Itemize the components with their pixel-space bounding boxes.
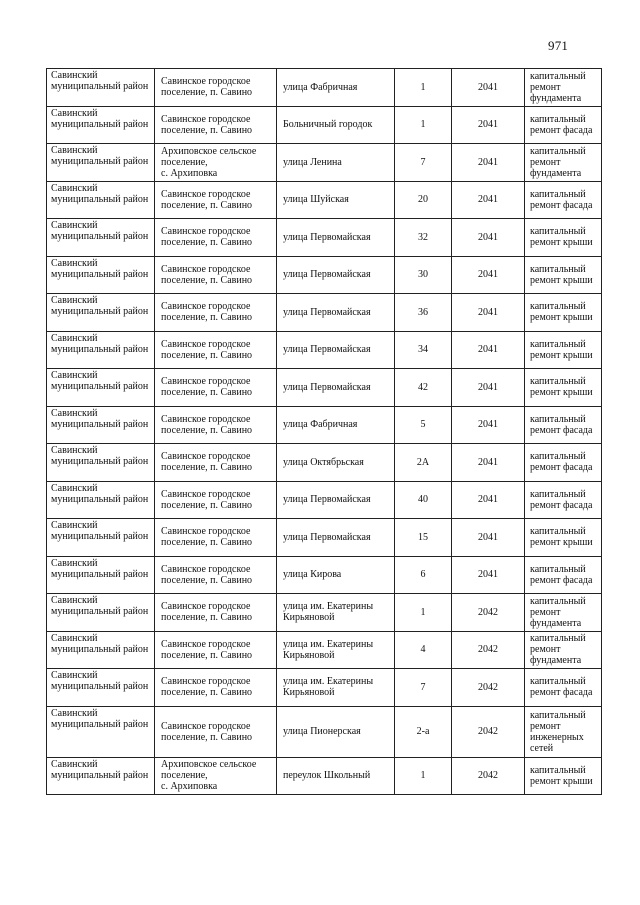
work-type-cell: капитальный ремонт крыши	[525, 369, 602, 407]
district-cell: Савинский муниципальный район	[47, 331, 155, 369]
work-type-cell: капитальный ремонт фасада	[525, 181, 602, 219]
table-row	[47, 144, 602, 182]
work-type-cell: капитальный ремонт фасада	[525, 444, 602, 482]
work-type-cell: капитальный ремонт фасада	[525, 406, 602, 444]
table-row	[47, 181, 602, 219]
street-cell: улица Первомайская	[277, 331, 395, 369]
table-row	[47, 519, 602, 557]
district-cell: Савинский муниципальный район	[47, 181, 155, 219]
year-cell: 2041	[452, 369, 525, 407]
table-row	[47, 594, 602, 632]
table-row	[47, 69, 602, 107]
table-row	[47, 481, 602, 519]
table-row	[47, 256, 602, 294]
street-cell: улица Первомайская	[277, 481, 395, 519]
house-number-cell: 4	[395, 631, 452, 669]
work-type-cell: капитальный ремонт фундамента	[525, 69, 602, 107]
table-row	[47, 757, 602, 795]
settlement-cell: Савинское городское поселение, п. Савино	[155, 594, 277, 632]
house-number-cell: 32	[395, 219, 452, 257]
settlement-cell: Савинское городское поселение, п. Савино	[155, 294, 277, 332]
table-row	[47, 706, 602, 757]
work-type-cell: капитальный ремонт крыши	[525, 519, 602, 557]
year-cell: 2042	[452, 631, 525, 669]
house-number-cell: 20	[395, 181, 452, 219]
street-cell: улица им. Екатерины Кирьяновой	[277, 631, 395, 669]
work-type-cell: капитальный ремонт фасада	[525, 556, 602, 594]
table-row	[47, 631, 602, 669]
settlement-cell: Савинское городское поселение, п. Савино	[155, 69, 277, 107]
house-number-cell: 1	[395, 594, 452, 632]
house-number-cell: 36	[395, 294, 452, 332]
settlement-cell: Савинское городское поселение, п. Савино	[155, 556, 277, 594]
settlement-cell: Савинское городское поселение, п. Савино	[155, 406, 277, 444]
street-cell: Больничный городок	[277, 106, 395, 144]
house-number-cell: 40	[395, 481, 452, 519]
street-cell: улица Ленина	[277, 144, 395, 182]
street-cell: улица Октябрьская	[277, 444, 395, 482]
year-cell: 2041	[452, 69, 525, 107]
settlement-cell: Савинское городское поселение, п. Савино	[155, 369, 277, 407]
year-cell: 2041	[452, 444, 525, 482]
house-number-cell: 7	[395, 144, 452, 182]
house-number-cell: 1	[395, 106, 452, 144]
district-cell: Савинский муниципальный район	[47, 631, 155, 669]
street-cell: улица Кирова	[277, 556, 395, 594]
year-cell: 2041	[452, 144, 525, 182]
district-cell: Савинский муниципальный район	[47, 106, 155, 144]
settlement-cell: Савинское городское поселение, п. Савино	[155, 181, 277, 219]
year-cell: 2042	[452, 757, 525, 795]
house-number-cell: 42	[395, 369, 452, 407]
street-cell: улица Первомайская	[277, 369, 395, 407]
house-number-cell: 15	[395, 519, 452, 557]
street-cell: улица Фабричная	[277, 69, 395, 107]
year-cell: 2041	[452, 556, 525, 594]
district-cell: Савинский муниципальный район	[47, 519, 155, 557]
settlement-cell: Савинское городское поселение, п. Савино	[155, 669, 277, 707]
settlement-cell: Савинское городское поселение, п. Савино	[155, 331, 277, 369]
settlement-cell: Савинское городское поселение, п. Савино	[155, 481, 277, 519]
settlement-cell: Савинское городское поселение, п. Савино	[155, 519, 277, 557]
year-cell: 2041	[452, 181, 525, 219]
year-cell: 2041	[452, 331, 525, 369]
settlement-cell: Савинское городское поселение, п. Савино	[155, 106, 277, 144]
year-cell: 2041	[452, 219, 525, 257]
table-row	[47, 331, 602, 369]
house-number-cell: 2А	[395, 444, 452, 482]
table-body	[47, 69, 602, 795]
house-number-cell: 1	[395, 757, 452, 795]
work-type-cell: капитальный ремонт фундамента	[525, 631, 602, 669]
settlement-cell: Савинское городское поселение, п. Савино	[155, 631, 277, 669]
year-cell: 2041	[452, 106, 525, 144]
district-cell: Савинский муниципальный район	[47, 369, 155, 407]
table-row	[47, 219, 602, 257]
work-type-cell: капитальный ремонт крыши	[525, 294, 602, 332]
district-cell: Савинский муниципальный район	[47, 69, 155, 107]
district-cell: Савинский муниципальный район	[47, 757, 155, 795]
street-cell: улица им. Екатерины Кирьяновой	[277, 594, 395, 632]
work-type-cell: капитальный ремонт фасада	[525, 481, 602, 519]
street-cell: улица Пионерская	[277, 706, 395, 757]
district-cell: Савинский муниципальный район	[47, 706, 155, 757]
work-type-cell: капитальный ремонт крыши	[525, 757, 602, 795]
work-type-cell: капитальный ремонт крыши	[525, 219, 602, 257]
house-number-cell: 7	[395, 669, 452, 707]
settlement-cell: Савинское городское поселение, п. Савино	[155, 444, 277, 482]
table-row	[47, 669, 602, 707]
settlement-cell: Архиповское сельское поселение, с. Архиповка	[155, 757, 277, 795]
work-type-cell: капитальный ремонт фундамента	[525, 144, 602, 182]
settlement-cell: Архиповское сельское поселение, с. Архиповка	[155, 144, 277, 182]
house-number-cell: 2-а	[395, 706, 452, 757]
settlement-cell: Савинское городское поселение, п. Савино	[155, 219, 277, 257]
street-cell: улица Первомайская	[277, 294, 395, 332]
table-row	[47, 556, 602, 594]
table-row	[47, 106, 602, 144]
district-cell: Савинский муниципальный район	[47, 669, 155, 707]
table-row	[47, 406, 602, 444]
district-cell: Савинский муниципальный район	[47, 481, 155, 519]
work-type-cell: капитальный ремонт крыши	[525, 256, 602, 294]
district-cell: Савинский муниципальный район	[47, 444, 155, 482]
street-cell: улица Первомайская	[277, 519, 395, 557]
page-number: 971	[548, 38, 569, 53]
table-row	[47, 369, 602, 407]
year-cell: 2041	[452, 519, 525, 557]
work-type-cell: капитальный ремонт фундамента	[525, 594, 602, 632]
house-number-cell: 6	[395, 556, 452, 594]
year-cell: 2041	[452, 294, 525, 332]
street-cell: улица Первомайская	[277, 256, 395, 294]
district-cell: Савинский муниципальный район	[47, 594, 155, 632]
street-cell: улица Фабричная	[277, 406, 395, 444]
district-cell: Савинский муниципальный район	[47, 256, 155, 294]
year-cell: 2041	[452, 406, 525, 444]
year-cell: 2042	[452, 669, 525, 707]
street-cell: улица Шуйская	[277, 181, 395, 219]
work-type-cell: капитальный ремонт крыши	[525, 331, 602, 369]
work-type-cell: капитальный ремонт фасада	[525, 106, 602, 144]
year-cell: 2041	[452, 481, 525, 519]
year-cell: 2042	[452, 594, 525, 632]
district-cell: Савинский муниципальный район	[47, 406, 155, 444]
table-row	[47, 294, 602, 332]
district-cell: Савинский муниципальный район	[47, 294, 155, 332]
house-number-cell: 5	[395, 406, 452, 444]
street-cell: переулок Школьный	[277, 757, 395, 795]
year-cell: 2042	[452, 706, 525, 757]
settlement-cell: Савинское городское поселение, п. Савино	[155, 256, 277, 294]
district-cell: Савинский муниципальный район	[47, 219, 155, 257]
house-number-cell: 30	[395, 256, 452, 294]
street-cell: улица им. Екатерины Кирьяновой	[277, 669, 395, 707]
street-cell: улица Первомайская	[277, 219, 395, 257]
house-number-cell: 1	[395, 69, 452, 107]
table-row	[47, 444, 602, 482]
work-type-cell: капитальный ремонт инженерных сетей	[525, 706, 602, 757]
repair-schedule-table	[46, 68, 602, 795]
settlement-cell: Савинское городское поселение, п. Савино	[155, 706, 277, 757]
district-cell: Савинский муниципальный район	[47, 556, 155, 594]
district-cell: Савинский муниципальный район	[47, 144, 155, 182]
house-number-cell: 34	[395, 331, 452, 369]
year-cell: 2041	[452, 256, 525, 294]
work-type-cell: капитальный ремонт фасада	[525, 669, 602, 707]
